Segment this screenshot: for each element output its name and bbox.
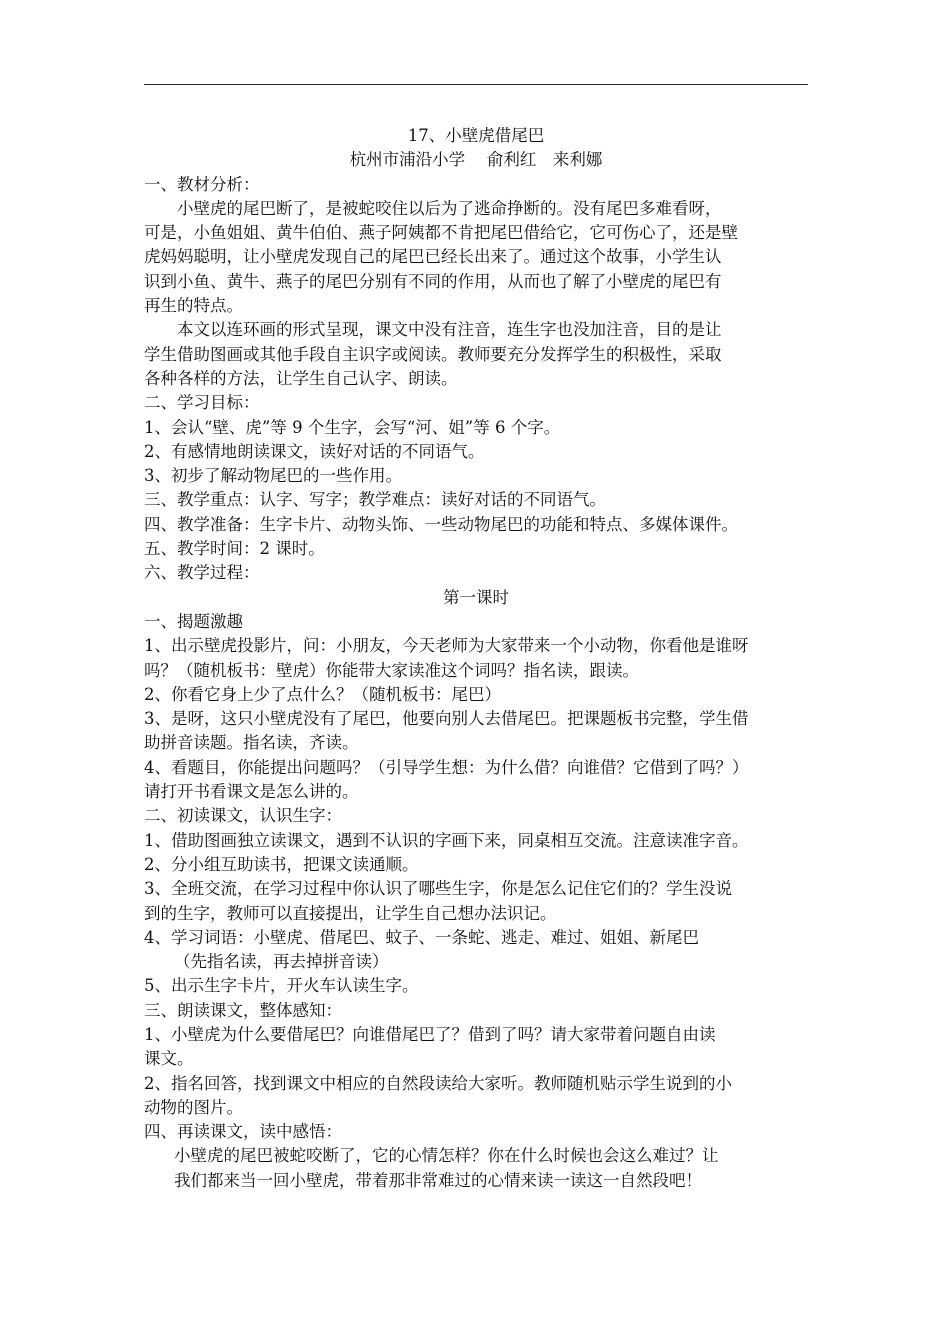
section-heading: 三、教学重点：认字、写字；教学难点：读好对话的不同语气。 <box>144 490 606 510</box>
list-item: 吗？（随机板书：壁虎）你能带大家读准这个词吗？指名读，跟读。 <box>144 660 639 680</box>
section-heading: 三、朗读课文，整体感知： <box>144 1000 342 1020</box>
paragraph-line: 识到小鱼、黄牛、燕子的尾巴分别有不同的作用，从而也了解了小壁虎的尾巴有 <box>144 271 722 291</box>
paragraph-line: 再生的特点。 <box>144 296 243 316</box>
lesson-heading: 第一课时 <box>443 587 509 607</box>
list-item: 1、借助图画独立读课文，遇到不认识的字画下来，同桌相互交流。注意读准字音。 <box>144 830 749 850</box>
list-item: 3、初步了解动物尾巴的一些作用。 <box>144 466 402 486</box>
section-heading: 一、教材分析： <box>144 174 260 194</box>
list-item: 动物的图片。 <box>144 1097 243 1117</box>
list-item: 2、分小组互助读书，把课文读通顺。 <box>144 854 419 874</box>
list-item: 2、指名回答，找到课文中相应的自然段读给大家听。教师随机贴示学生说到的小 <box>144 1073 732 1093</box>
document-authors: 杭州市浦沿小学 俞利红 来利娜 <box>349 150 603 170</box>
paragraph-line: 小壁虎的尾巴断了，是被蛇咬住以后为了逃命挣断的。没有尾巴多难看呀， <box>177 198 722 218</box>
list-item: 4、看题目，你能提出问题吗？（引导学生想：为什么借？向谁借？它借到了吗？） <box>144 757 749 777</box>
section-heading: 二、初读课文，认识生字： <box>144 806 342 826</box>
section-heading: 六、教学过程： <box>144 563 260 583</box>
paragraph-line: 学生借助图画或其他手段自主识字或阅读。教师要充分发挥学生的积极性，采取 <box>144 344 722 364</box>
header-rule <box>144 84 808 85</box>
section-heading: 四、教学准备：生字卡片、动物头饰、一些动物尾巴的功能和特点、多媒体课件。 <box>144 514 738 534</box>
paragraph-line: 各种各样的方法，让学生自己认字、朗读。 <box>144 368 458 388</box>
list-item: 1、会认“壁、虎”等 9 个生字，会写“河、姐”等 6 个字。 <box>144 417 561 437</box>
list-item: 5、出示生字卡片，开火车认读生字。 <box>144 976 419 996</box>
list-item: 助拼音读题。指名读，齐读。 <box>144 733 359 753</box>
list-item: 请打开书看课文是怎么讲的。 <box>144 782 359 802</box>
list-item: 2、你看它身上少了点什么？（随机板书：尾巴） <box>144 684 501 704</box>
section-heading: 四、再读课文，读中感悟： <box>144 1122 342 1142</box>
list-item: 到的生字，教师可以直接提出，让学生自己想办法识记。 <box>144 903 557 923</box>
section-heading: 一、揭题激趣 <box>144 611 243 631</box>
document-title: 17、小壁虎借尾巴 <box>407 126 545 145</box>
paragraph-line: 小壁虎的尾巴被蛇咬断了，它的心情怎样？你在什么时候也会这么难过？让 <box>174 1146 719 1166</box>
list-item: 3、是呀，这只小壁虎没有了尾巴，他要向别人去借尾巴。把课题板书完整，学生借 <box>144 709 749 729</box>
paragraph-line: 我们都来当一回小壁虎，带着那非常难过的心情来读一读这一自然段吧！ <box>174 1170 702 1190</box>
paragraph-line: 本文以连环画的形式呈现，课文中没有注音，连生字也没加注音，目的是让 <box>177 320 722 340</box>
section-heading: 二、学习目标： <box>144 393 260 413</box>
list-item: （先指名读，再去掉拼音读） <box>174 952 389 972</box>
paragraph-line: 可是，小鱼姐姐、黄牛伯伯、燕子阿姨都不肯把尾巴借给它，它可伤心了，还是壁 <box>144 223 738 243</box>
list-item: 1、小壁虎为什么要借尾巴？向谁借尾巴了？借到了吗？请大家带着问题自由读 <box>144 1024 716 1044</box>
list-item: 4、学习词语：小壁虎、借尾巴、蚊子、一条蛇、逃走、难过、姐姐、新尾巴 <box>144 927 699 947</box>
section-heading: 五、教学时间：2 课时。 <box>144 539 325 559</box>
list-item: 3、全班交流，在学习过程中你认识了哪些生字，你是怎么记住它们的？学生没说 <box>144 879 732 899</box>
list-item: 课文。 <box>144 1049 194 1069</box>
list-item: 2、有感情地朗读课文，读好对话的不同语气。 <box>144 441 485 461</box>
document-body <box>144 124 808 1193</box>
list-item: 1、出示壁虎投影片，问：小朋友，今天老师为大家带来一个小动物，你看他是谁呀 <box>144 636 749 656</box>
document-page <box>144 0 808 1344</box>
paragraph-line: 虎妈妈聪明，让小壁虎发现自己的尾巴已经长出来了。通过这个故事，小学生认 <box>144 247 722 267</box>
